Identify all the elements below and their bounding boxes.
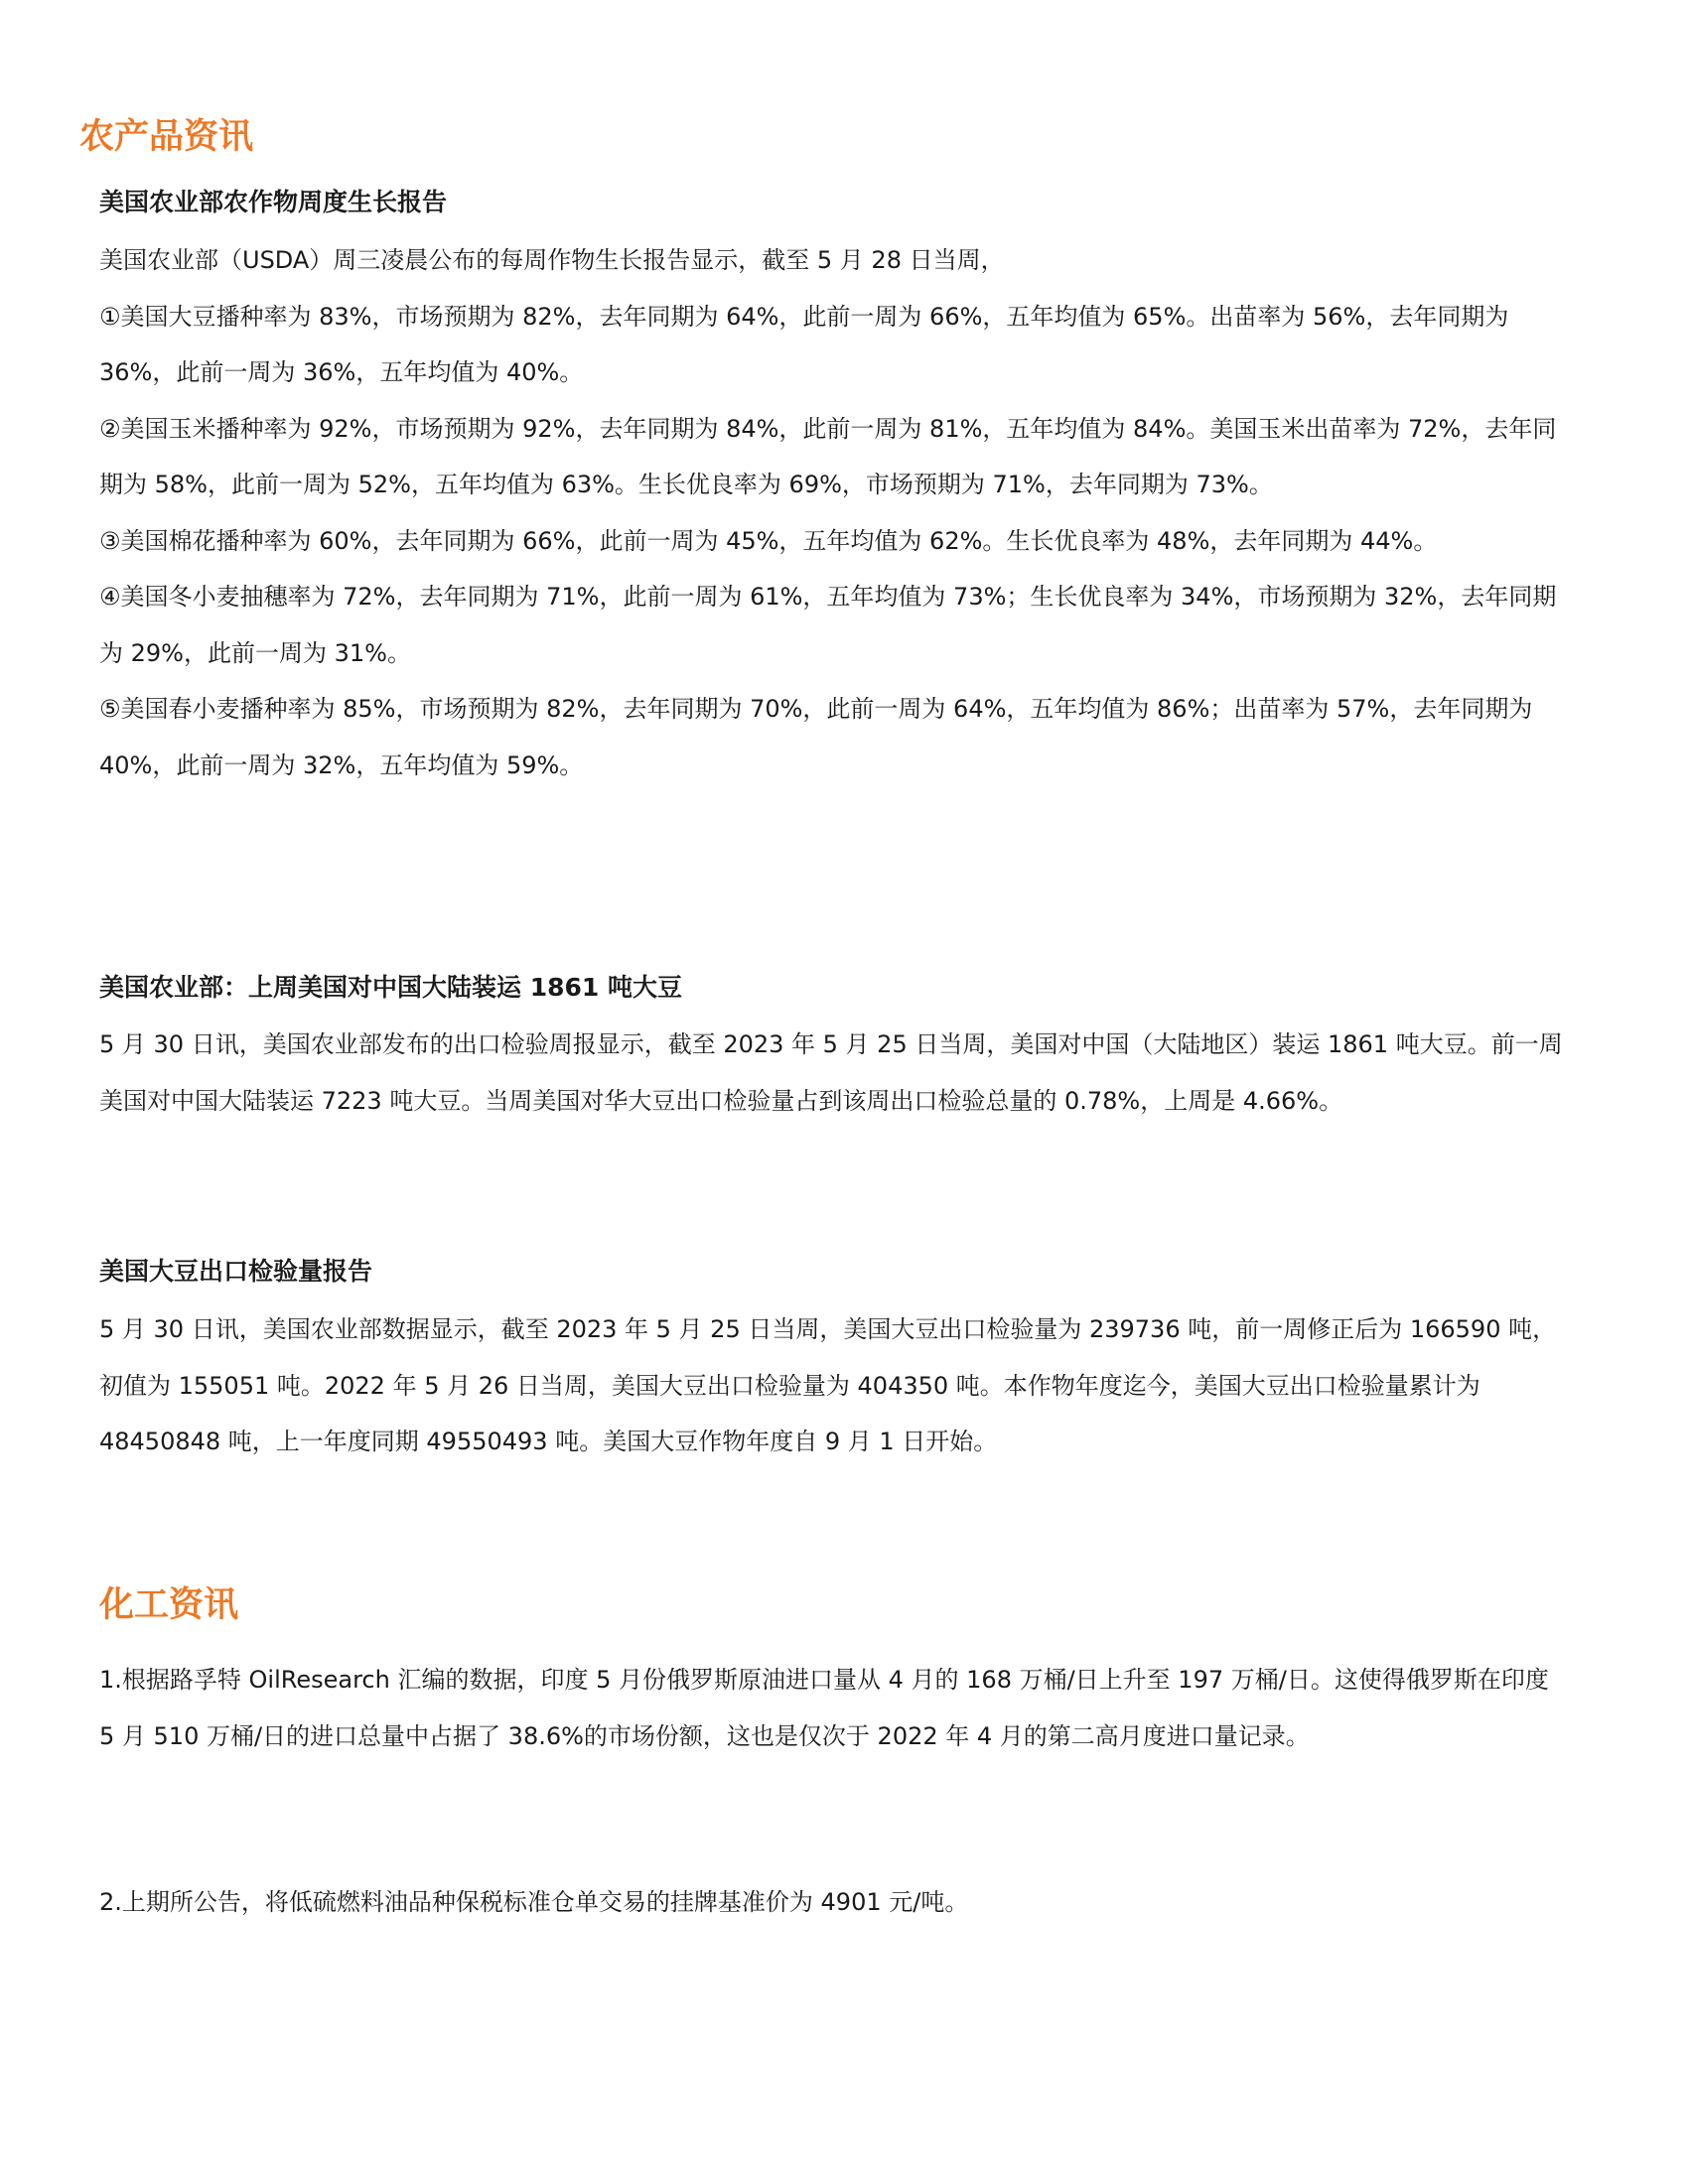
- paragraph-intro: 美国农业部（USDA）周三凌晨公布的每周作物生长报告显示，截至 5 月 28 日当周，: [99, 246, 1005, 274]
- article-body-crop-report: [99, 232, 1569, 793]
- paragraph-oil-imports: 1.根据路孚特 OilResearch 汇编的数据，印度 5 月份俄罗斯原油进口量从 4 月的 168 万桶/日上升至 197 万桶/日。这使得俄罗斯在印度 5 月 510 万桶/日的进口总量中占据了 38.6%的市场份额，这也是仅次于 2022 年 4 月的第二高月度进口量记录。: [99, 1666, 1549, 1750]
- paragraph-winter-wheat: ④美国冬小麦抽穗率为 72%，去年同期为 71%，此前一周为 61%，五年均值为 73%；生长优良率为 34%，市场预期为 32%，去年同期为 29%，此前一周为 31%。: [99, 583, 1557, 667]
- paragraph-corn: ②美国玉米播种率为 92%，市场预期为 92%，去年同期为 84%，此前一周为 81%，五年均值为 84%。美国玉米出苗率为 72%，去年同期为 58%，此前一周为 52%，五年均值为 63%。生长优良率为 69%，市场预期为 71%，去年同期为 73%。: [99, 414, 1557, 498]
- article-body-china-shipments: [99, 1017, 1569, 1129]
- paragraph-fuel-oil-price: 2.上期所公告，将低硫燃料油品种保税标准仓单交易的挂牌基准价为 4901 元/吨。: [99, 1888, 969, 1916]
- chem-item-1: [99, 1652, 1569, 1764]
- paragraph-china-shipments: 5 月 30 日讯，美国农业部发布的出口检验周报显示，截至 2023 年 5 月 25 日当周，美国对中国（大陆地区）装运 1861 吨大豆。前一周美国对中国大陆装运 7223 吨大豆。当周美国对华大豆出口检验量占到该周出口检验总量的 0.78%，上周是 4.66%。: [99, 1030, 1563, 1115]
- paragraph-export-inspections: 5 月 30 日讯，美国农业部数据显示，截至 2023 年 5 月 25 日当周，美国大豆出口检验量为 239736 吨，前一周修正后为 166590 吨，初值为 155051 吨。2022 年 5 月 26 日当周，美国大豆出口检验量为 404350 吨。本作物年度迄今，美国大豆出口检验量累计为 48450848 吨，上一年度同期 49550493 吨。美国大豆作物年度自 9 月 1 日开始。: [99, 1315, 1557, 1455]
- article-title-export-inspections: 美国大豆出口检验量报告: [99, 1257, 373, 1286]
- paragraph-cotton: ③美国棉花播种率为 60%，去年同期为 66%，此前一周为 45%，五年均值为 62%。生长优良率为 48%，去年同期为 44%。: [99, 526, 1438, 555]
- article-title-china-shipments: 美国农业部：上周美国对中国大陆装运 1861 吨大豆: [99, 973, 682, 1002]
- chem-item-2: [99, 1874, 1569, 1931]
- section-heading-agri: 农产品资讯: [79, 117, 254, 157]
- paragraph-soybean: ①美国大豆播种率为 83%，市场预期为 82%，去年同期为 64%，此前一周为 66%，五年均值为 65%。出苗率为 56%，去年同期为 36%，此前一周为 36%，五年均值为 40%。: [99, 302, 1509, 386]
- article-title-crop-report: 美国农业部农作物周度生长报告: [99, 188, 448, 216]
- article-body-export-inspections: [99, 1301, 1569, 1470]
- section-heading-chem: 化工资讯: [99, 1585, 239, 1625]
- paragraph-spring-wheat: ⑤美国春小麦播种率为 85%，市场预期为 82%，去年同期为 70%，此前一周为 64%，五年均值为 86%；出苗率为 57%，去年同期为 40%，此前一周为 32%，五年均值为 59%。: [99, 695, 1533, 779]
